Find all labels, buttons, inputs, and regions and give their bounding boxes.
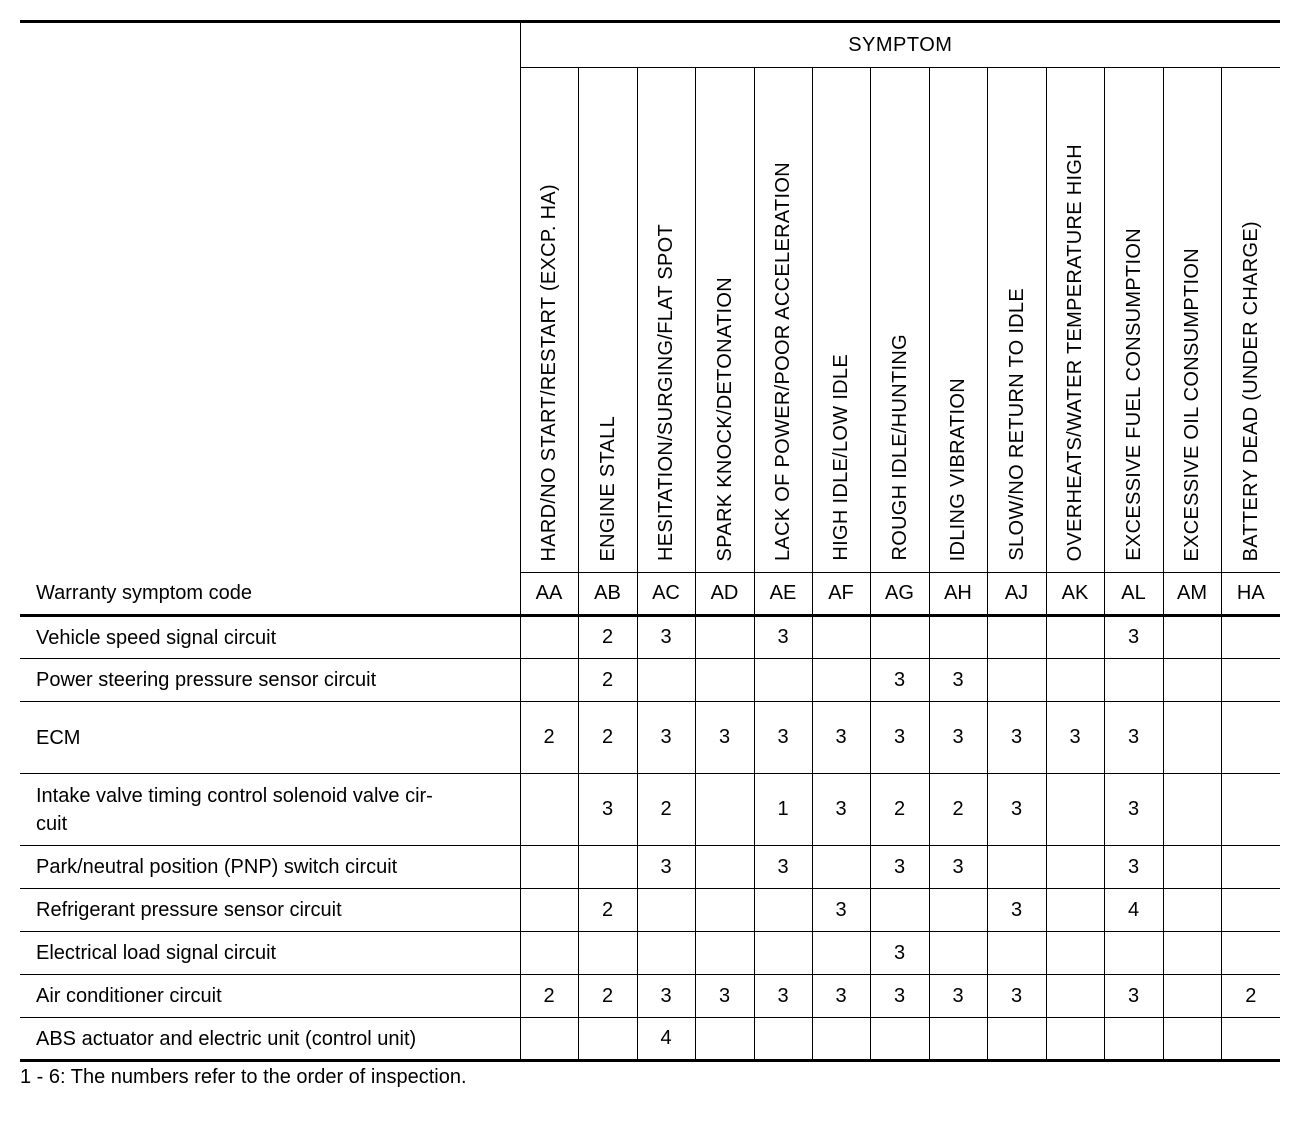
table-cell: 3 <box>637 975 695 1018</box>
row-label: Vehicle speed signal circuit <box>20 616 520 659</box>
table-cell: 3 <box>1104 975 1163 1018</box>
row-label: Refrigerant pressure sensor circuit <box>20 889 520 932</box>
symptom-column-header <box>754 68 812 573</box>
table-cell: 3 <box>754 702 812 774</box>
table-cell: 3 <box>1104 774 1163 846</box>
table-row <box>20 702 1280 774</box>
table-cell: 3 <box>929 975 987 1018</box>
table-cell <box>1163 702 1221 774</box>
table-cell: 3 <box>929 659 987 702</box>
table-cell: 3 <box>929 702 987 774</box>
table-cell <box>695 846 754 889</box>
table-cell <box>695 774 754 846</box>
table-cell <box>929 616 987 659</box>
table-cell <box>1163 846 1221 889</box>
table-cell <box>1221 774 1280 846</box>
symptom-column-header <box>1221 68 1280 573</box>
table-cell <box>754 659 812 702</box>
symptom-column-label: ENGINE STALL <box>596 415 619 561</box>
warranty-code-cell: AA <box>520 573 578 616</box>
symptom-column-header <box>578 68 637 573</box>
table-cell <box>1221 846 1280 889</box>
table-cell: 3 <box>870 846 929 889</box>
table-cell <box>1104 932 1163 975</box>
row-label: ECM <box>20 702 520 774</box>
table-cell: 3 <box>754 846 812 889</box>
warranty-code-cell: AL <box>1104 573 1163 616</box>
table-cell <box>987 1018 1046 1061</box>
warranty-code-cell: AG <box>870 573 929 616</box>
table-cell <box>1046 774 1104 846</box>
table-cell <box>637 932 695 975</box>
row-label: Power steering pressure sensor circuit <box>20 659 520 702</box>
table-cell <box>1163 975 1221 1018</box>
table-cell: 3 <box>929 846 987 889</box>
table-cell <box>929 932 987 975</box>
table-cell: 2 <box>578 659 637 702</box>
table-cell: 3 <box>870 702 929 774</box>
symptom-column-header <box>1104 68 1163 573</box>
table-row <box>20 846 1280 889</box>
table-cell: 1 <box>754 774 812 846</box>
warranty-code-cell: HA <box>1221 573 1280 616</box>
symptom-column-header <box>1163 68 1221 573</box>
header-corner <box>20 22 520 573</box>
table-cell <box>520 659 578 702</box>
warranty-code-row <box>20 573 1280 616</box>
table-cell <box>520 889 578 932</box>
row-label: Park/neutral position (PNP) switch circuit <box>20 846 520 889</box>
table-cell <box>695 932 754 975</box>
table-cell <box>520 1018 578 1061</box>
table-cell <box>1221 1018 1280 1061</box>
table-cell <box>1163 659 1221 702</box>
footnote: 1 - 6: The numbers refer to the order of inspection. <box>20 1066 467 1088</box>
table-cell <box>812 846 870 889</box>
warranty-code-cell: AC <box>637 573 695 616</box>
table-cell <box>578 932 637 975</box>
symptom-column-header <box>1046 68 1104 573</box>
symptom-column-label: LACK OF POWER/POOR ACCELERATION <box>772 162 794 561</box>
table-cell <box>987 846 1046 889</box>
table-cell <box>520 774 578 846</box>
symptom-column-label: HIGH IDLE/LOW IDLE <box>830 354 852 561</box>
table-row <box>20 616 1280 659</box>
table-cell: 3 <box>637 616 695 659</box>
table-cell <box>812 932 870 975</box>
table-cell: 2 <box>578 616 637 659</box>
table-cell: 3 <box>695 702 754 774</box>
symptom-column-header <box>695 68 754 573</box>
symptom-column-label: SLOW/NO RETURN TO IDLE <box>1005 288 1028 561</box>
table-cell <box>1046 889 1104 932</box>
table-cell: 3 <box>812 774 870 846</box>
warranty-code-cell: AF <box>812 573 870 616</box>
table-cell <box>578 1018 637 1061</box>
table-cell <box>1221 932 1280 975</box>
table-row <box>20 932 1280 975</box>
table-row <box>20 975 1280 1018</box>
table-cell: 2 <box>578 889 637 932</box>
table-cell <box>987 932 1046 975</box>
symptom-title: SYMPTOM <box>520 22 1280 68</box>
table-cell <box>520 846 578 889</box>
row-label: ABS actuator and electric unit (control unit) <box>20 1018 520 1061</box>
table-row <box>20 774 1280 846</box>
table-cell <box>520 932 578 975</box>
table-cell: 3 <box>812 702 870 774</box>
symptom-column-label: EXCESSIVE OIL CONSUMPTION <box>1181 247 1203 561</box>
symptom-column-header <box>637 68 695 573</box>
table-cell <box>637 659 695 702</box>
table-cell: 2 <box>870 774 929 846</box>
symptom-column-label: HARD/NO START/RESTART (EXCP. HA) <box>538 183 560 561</box>
warranty-code-cell: AK <box>1046 573 1104 616</box>
table-cell <box>812 1018 870 1061</box>
table-cell: 3 <box>812 975 870 1018</box>
table-cell: 2 <box>578 975 637 1018</box>
table-cell <box>754 1018 812 1061</box>
symptom-column-header <box>929 68 987 573</box>
table-cell <box>812 659 870 702</box>
symptom-column-header <box>520 68 578 573</box>
row-label: Air conditioner circuit <box>20 975 520 1018</box>
table-cell: 3 <box>637 846 695 889</box>
symptom-column-label: ROUGH IDLE/HUNTING <box>888 334 911 561</box>
matrix-body <box>20 573 1280 1061</box>
table-cell <box>695 616 754 659</box>
table-cell: 3 <box>812 889 870 932</box>
table-cell: 3 <box>1104 702 1163 774</box>
table-cell <box>1221 889 1280 932</box>
warranty-code-cell: AM <box>1163 573 1221 616</box>
table-cell: 3 <box>870 975 929 1018</box>
table-row <box>20 889 1280 932</box>
table-cell: 4 <box>1104 889 1163 932</box>
symptom-column-label: EXCESSIVE FUEL CONSUMPTION <box>1122 228 1145 561</box>
table-cell <box>1046 932 1104 975</box>
symptom-column-label: IDLING VIBRATION <box>947 377 969 561</box>
table-cell: 3 <box>1104 846 1163 889</box>
table-cell: 2 <box>929 774 987 846</box>
table-cell: 3 <box>1104 616 1163 659</box>
table-cell <box>1163 932 1221 975</box>
row-label: Intake valve timing control solenoid valve cir- cuit <box>20 774 520 846</box>
row-label: Electrical load signal circuit <box>20 932 520 975</box>
table-cell <box>1046 975 1104 1018</box>
table-cell: 3 <box>637 702 695 774</box>
table-cell <box>987 659 1046 702</box>
table-cell: 3 <box>870 659 929 702</box>
table-cell <box>870 616 929 659</box>
table-cell: 3 <box>1046 702 1104 774</box>
symptom-column-label: BATTERY DEAD (UNDER CHARGE) <box>1239 220 1262 561</box>
warranty-code-cell: AB <box>578 573 637 616</box>
symptom-column-label: HESITATION/SURGING/FLAT SPOT <box>655 224 677 561</box>
table-cell <box>1046 616 1104 659</box>
table-row <box>20 1018 1280 1061</box>
table-cell: 3 <box>754 616 812 659</box>
table-cell: 3 <box>987 975 1046 1018</box>
table-cell <box>1046 1018 1104 1061</box>
table-cell <box>1163 889 1221 932</box>
table-cell: 2 <box>520 702 578 774</box>
table-cell <box>695 1018 754 1061</box>
warranty-code-label: Warranty symptom code <box>20 573 520 616</box>
table-cell <box>1221 616 1280 659</box>
warranty-code-cell: AJ <box>987 573 1046 616</box>
table-cell: 2 <box>1221 975 1280 1018</box>
warranty-code-cell: AH <box>929 573 987 616</box>
table-cell <box>1163 616 1221 659</box>
table-cell <box>1104 1018 1163 1061</box>
warranty-code-cell: AD <box>695 573 754 616</box>
table-cell <box>870 889 929 932</box>
table-cell: 3 <box>695 975 754 1018</box>
table-cell: 3 <box>987 774 1046 846</box>
table-cell <box>578 846 637 889</box>
symptom-column-header <box>812 68 870 573</box>
table-cell: 2 <box>637 774 695 846</box>
symptom-column-label: OVERHEATS/WATER TEMPERATURE HIGH <box>1064 143 1086 561</box>
table-cell: 4 <box>637 1018 695 1061</box>
table-cell: 3 <box>754 975 812 1018</box>
table-cell <box>520 616 578 659</box>
table-cell: 3 <box>987 889 1046 932</box>
table-cell <box>929 889 987 932</box>
symptom-matrix-table <box>20 20 1280 1062</box>
table-cell <box>1163 1018 1221 1061</box>
table-cell: 3 <box>578 774 637 846</box>
symptom-column-header <box>987 68 1046 573</box>
table-cell <box>1104 659 1163 702</box>
table-cell <box>1046 659 1104 702</box>
warranty-code-cell: AE <box>754 573 812 616</box>
table-cell <box>1163 774 1221 846</box>
table-cell: 2 <box>520 975 578 1018</box>
table-cell <box>929 1018 987 1061</box>
table-cell <box>1221 702 1280 774</box>
table-cell: 3 <box>987 702 1046 774</box>
symptom-column-label: SPARK KNOCK/DETONATION <box>713 276 736 561</box>
table-cell <box>1046 846 1104 889</box>
table-cell <box>695 659 754 702</box>
table-cell <box>637 889 695 932</box>
symptom-column-header <box>870 68 929 573</box>
table-cell <box>1221 659 1280 702</box>
table-cell <box>754 932 812 975</box>
table-cell: 2 <box>578 702 637 774</box>
symptom-title-row <box>20 22 1280 68</box>
table-cell: 3 <box>870 932 929 975</box>
table-cell <box>812 616 870 659</box>
table-cell <box>987 616 1046 659</box>
table-cell <box>870 1018 929 1061</box>
table-row <box>20 659 1280 702</box>
table-cell <box>754 889 812 932</box>
table-cell <box>695 889 754 932</box>
